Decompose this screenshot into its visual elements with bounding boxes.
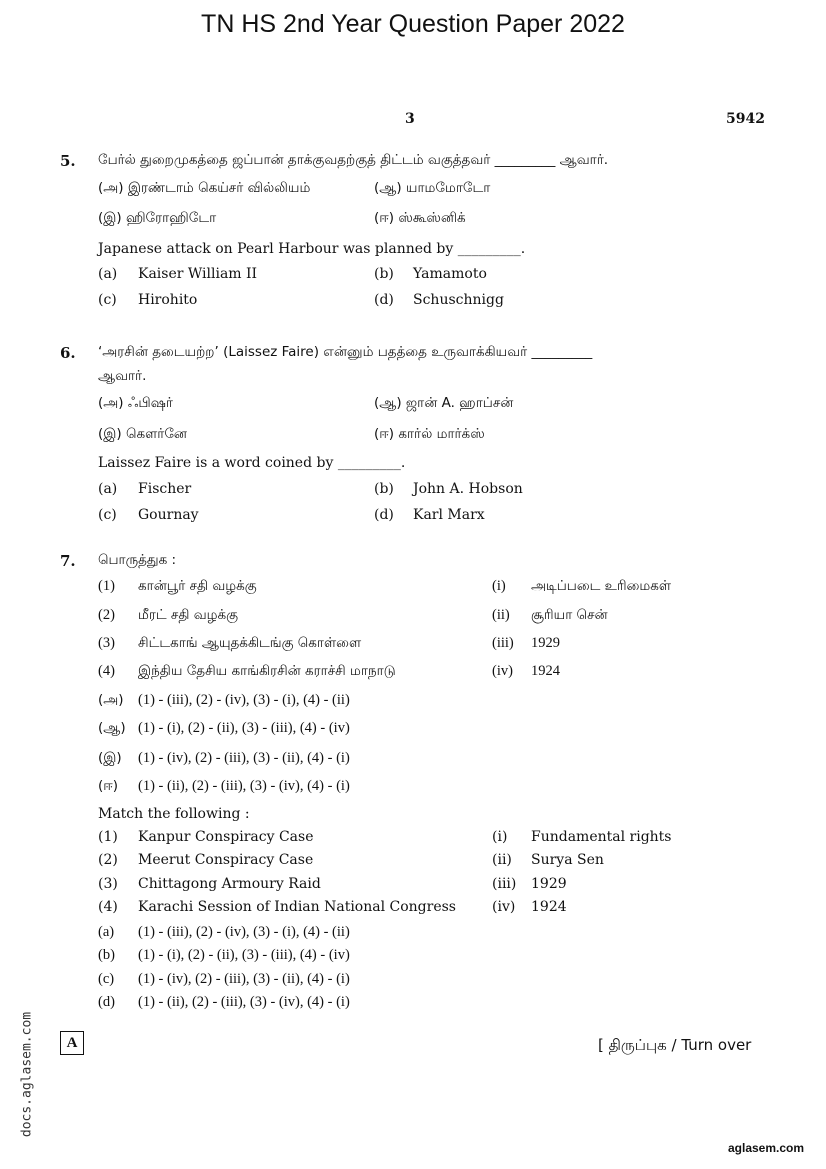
match-right-en: Fundamental rights: [531, 829, 672, 845]
option-ta: (ஈ) ஸ்கூஸ்னிக்: [374, 210, 466, 226]
match-row-roman: (iv): [492, 899, 516, 915]
match-row-roman: (ii): [492, 852, 512, 868]
answer-option: (1) - (iv), (2) - (iii), (3) - (ii), (4) - (i): [138, 750, 350, 766]
option-en: (b): [374, 481, 394, 497]
answer-label-en: (d): [98, 994, 115, 1010]
answer-option: (1) - (iii), (2) - (iv), (3) - (i), (4) - (ii): [138, 692, 350, 708]
question-text-ta: ‘அரசின் தடையற்ற’ (Laissez Faire) என்னும் பதத்தை உருவாக்கியவர் _________: [98, 344, 593, 360]
option-ta: (இ) ஹிரோஹிடோ: [98, 210, 217, 226]
answer-option: (1) - (i), (2) - (ii), (3) - (iii), (4) - (iv): [138, 720, 350, 736]
answer-label-en: (b): [98, 947, 115, 963]
match-row-num: (4): [98, 663, 115, 679]
answer-label-en: (c): [98, 971, 115, 987]
option-en: Kaiser William II: [138, 266, 258, 282]
option-en: Yamamoto: [413, 266, 487, 282]
match-left-en: Kanpur Conspiracy Case: [138, 829, 314, 845]
series-box: A: [60, 1031, 84, 1055]
match-left-en: Meerut Conspiracy Case: [138, 852, 314, 868]
answer-option: (1) - (ii), (2) - (iii), (3) - (iv), (4) - (i): [138, 994, 350, 1010]
match-row-num: (4): [98, 899, 118, 915]
match-row-roman: (iii): [492, 876, 517, 892]
answer-label-ta: (இ): [98, 750, 122, 766]
question-text-en: Japanese attack on Pearl Harbour was planned by _________.: [98, 241, 526, 257]
answer-option: (1) - (i), (2) - (ii), (3) - (iii), (4) - (iv): [138, 947, 350, 963]
option-en: (c): [98, 292, 117, 308]
match-left-en: Karachi Session of Indian National Congress: [138, 899, 456, 915]
match-right-en: 1924: [531, 899, 567, 915]
answer-option: (1) - (iv), (2) - (iii), (3) - (ii), (4) - (i): [138, 971, 350, 987]
option-ta: (அ) இரண்டாம் கெய்சர் வில்லியம்: [98, 180, 311, 196]
match-row-num: (1): [98, 829, 118, 845]
match-row-roman: (i): [492, 829, 508, 845]
answer-label-ta: (ஆ): [98, 720, 126, 736]
option-en: (a): [98, 266, 118, 282]
option-en: (d): [374, 292, 394, 308]
match-row-num: (3): [98, 876, 118, 892]
match-row-roman: (i): [492, 578, 506, 594]
match-row-num: (3): [98, 635, 115, 651]
match-row-roman: (ii): [492, 607, 510, 623]
question-text-en: Match the following :: [98, 806, 250, 822]
match-right-en: 1929: [531, 876, 567, 892]
option-ta: (ஆ) ஜான் A. ஹாப்சன்: [374, 395, 514, 411]
match-left-ta: கான்பூர் சதி வழக்கு: [138, 578, 257, 594]
match-left-ta: இந்திய தேசிய காங்கிரசின் கராச்சி மாநாடு: [138, 663, 396, 679]
page-number: 3: [405, 111, 415, 127]
watermark: docs.aglasem.com: [19, 1011, 35, 1138]
answer-option: (1) - (ii), (2) - (iii), (3) - (iv), (4) - (i): [138, 778, 350, 794]
question-text-ta: பொருத்துக :: [98, 552, 177, 568]
answer-label-ta: (ஈ): [98, 778, 119, 794]
option-en: Fischer: [138, 481, 192, 497]
option-ta: (அ) ஃபிஷர்: [98, 395, 173, 411]
answer-label-en: (a): [98, 924, 115, 940]
page-title: TN HS 2nd Year Question Paper 2022: [201, 10, 625, 38]
question-number: 7.: [60, 552, 76, 570]
question-number: 5.: [60, 152, 76, 170]
match-left-ta: சிட்டகாங் ஆயுதக்கிடங்கு கொள்ளை: [138, 635, 362, 651]
match-right-ta: அடிப்படை உரிமைகள்: [531, 578, 672, 594]
question-text-ta: பேர்ல் துறைமுகத்தை ஜப்பான் தாக்குவதற்குத் திட்டம் வகுத்தவர் _________ ஆவார்.: [98, 152, 609, 168]
answer-label-ta: (அ): [98, 692, 124, 708]
match-row-roman: (iv): [492, 663, 513, 679]
question-text-en: Laissez Faire is a word coined by _________.: [98, 455, 406, 471]
question-number: 6.: [60, 344, 76, 362]
option-ta: (ஆ) யாமமோடோ: [374, 180, 491, 196]
match-right-en: Surya Sen: [531, 852, 604, 868]
match-right-ta: சூரியா சென்: [531, 607, 608, 623]
match-row-num: (1): [98, 578, 115, 594]
answer-option: (1) - (iii), (2) - (iv), (3) - (i), (4) - (ii): [138, 924, 350, 940]
option-en: John A. Hobson: [413, 481, 523, 497]
option-en: (c): [98, 507, 117, 523]
question-text-ta: ஆவார்.: [98, 368, 147, 384]
turn-over-text: [ திருப்புக / Turn over: [598, 1036, 752, 1054]
option-en: Schuschnigg: [413, 292, 504, 308]
match-left-en: Chittagong Armoury Raid: [138, 876, 321, 892]
paper-code: 5942: [726, 111, 765, 127]
option-en: Hirohito: [138, 292, 198, 308]
option-en: (d): [374, 507, 394, 523]
site-footer: aglasem.com: [728, 1141, 805, 1155]
match-right-ta: 1929: [531, 635, 560, 651]
option-ta: (ஈ) கார்ல் மார்க்ஸ்: [374, 426, 485, 442]
match-right-ta: 1924: [531, 663, 560, 679]
match-row-num: (2): [98, 852, 118, 868]
match-row-num: (2): [98, 607, 115, 623]
option-en: Karl Marx: [413, 507, 485, 523]
match-left-ta: மீரட் சதி வழக்கு: [138, 607, 239, 623]
option-en: (b): [374, 266, 394, 282]
option-en: (a): [98, 481, 118, 497]
option-en: Gournay: [138, 507, 199, 523]
match-row-roman: (iii): [492, 635, 514, 651]
option-ta: (இ) கௌர்னே: [98, 426, 188, 442]
